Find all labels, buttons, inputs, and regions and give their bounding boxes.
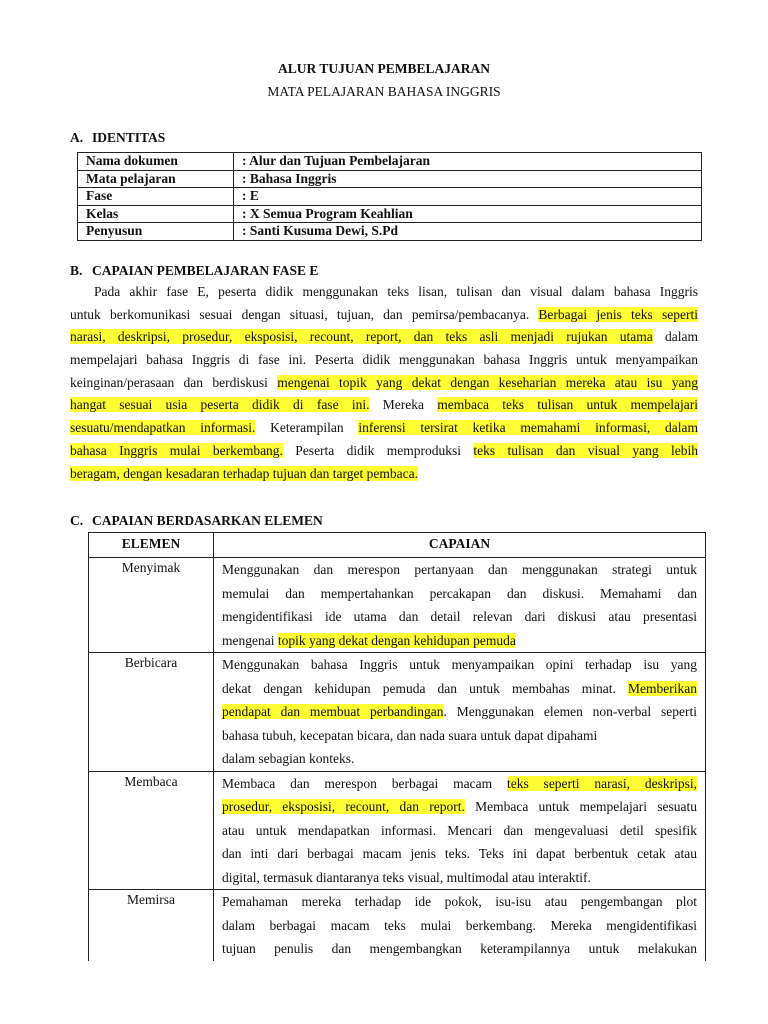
highlighted-text: prosedur, eksposisi, recount, dan report.	[222, 799, 465, 814]
description-line	[222, 842, 697, 866]
description-text: dan inti dari berbagai macam jenis teks. Teks ini dapat berbentuk cetak atau	[222, 846, 697, 861]
description-text: dalam sebagian konteks.	[222, 751, 355, 766]
document-subtitle: MATA PELAJARAN BAHASA INGGRIS	[267, 84, 501, 99]
section-a-title: IDENTITAS	[92, 130, 166, 145]
identitas-table	[77, 152, 702, 241]
paragraph-line	[70, 394, 698, 417]
description-line	[222, 605, 697, 629]
description-text: digital, termasuk diantaranya teks visual, multimodal atau interaktif.	[222, 869, 591, 885]
paragraph-text: Keterampilan	[255, 420, 359, 436]
column-header-elemen: ELEMEN	[89, 533, 214, 558]
highlighted-text: mengenai topik yang dekat dengan keseharian mereka atau isu yang	[277, 374, 698, 390]
table-row	[89, 653, 706, 772]
description-text: Menggunakan bahasa Inggris untuk menyampaikan opini terhadap isu yang	[222, 657, 697, 672]
paragraph-line	[70, 349, 698, 372]
elemen-name: Berbicara	[89, 653, 214, 772]
description-text: Membaca dan merespon berbagai macam	[222, 775, 507, 791]
highlighted-text: membaca teks tulisan untuk mempelajari	[437, 397, 699, 413]
section-a-number: A.	[70, 130, 84, 145]
highlighted-text: topik yang dekat dengan kehidupan pemuda	[277, 632, 516, 648]
table-row	[78, 188, 702, 206]
description-line	[222, 819, 697, 843]
document-title: ALUR TUJUAN PEMBELAJARAN	[277, 61, 490, 76]
section-c-number: C.	[70, 513, 84, 528]
capaian-description	[214, 558, 706, 653]
description-text: dalam berbagai macam teks mulai berkembang. Mereka mengidentifikasi	[222, 917, 697, 933]
highlighted-text: inferensi tersirat ketika memahami informasi, dalam	[358, 420, 699, 436]
section-b-title: CAPAIAN PEMBELAJARAN FASE E	[92, 263, 319, 278]
paragraph-line	[70, 440, 698, 463]
table-row	[78, 205, 702, 223]
elemen-name: Menyimak	[89, 558, 214, 653]
paragraph-line	[70, 304, 698, 327]
section-b-number: B.	[70, 263, 83, 278]
highlighted-text: narasi, deskripsi, prosedur, eksposisi, recount, report, dan teks asli menjadi rujukan utama	[70, 329, 653, 345]
capaian-paragraph	[70, 281, 698, 485]
paragraph-line	[70, 417, 698, 440]
elemen-name: Memirsa	[89, 890, 214, 961]
table-row	[78, 170, 702, 188]
paragraph-text: Mereka	[369, 397, 438, 413]
highlighted-text: Berbagai jenis teks seperti	[538, 306, 698, 322]
description-text: atau untuk mendapatkan informasi. Mencari dan mengevaluasi detil spesifik	[222, 822, 697, 838]
paragraph-text: Pada akhir fase E, peserta didik menggunakan teks lisan, tulisan dan visual dalam bahasa Inggris	[94, 284, 698, 299]
description-line	[222, 890, 697, 914]
paragraph-text: mempelajari bahasa Inggris di fase ini. Peserta didik menggunakan bahasa Inggris untuk menyampaikan	[70, 352, 698, 368]
description-line	[222, 795, 697, 819]
description-text: dekat dengan kehidupan pemuda dan untuk membahas minat.	[222, 680, 629, 696]
paragraph-line	[70, 326, 698, 349]
description-line	[222, 866, 697, 890]
description-text: bahasa tubuh, kecepatan bicara, dan nada suara untuk dapat dipahami	[222, 727, 598, 743]
capaian-description	[214, 653, 706, 772]
elemen-table	[88, 532, 706, 961]
paragraph-line	[70, 281, 698, 304]
table-header-row	[89, 533, 706, 558]
table-row	[89, 558, 706, 653]
highlighted-text: pendapat dan membuat perbandingan	[222, 704, 444, 719]
paragraph-text: Peserta didik memproduksi	[282, 442, 474, 458]
description-line	[222, 582, 697, 606]
description-line	[222, 677, 697, 701]
description-line	[222, 937, 697, 961]
description-line	[222, 772, 697, 796]
elemen-name: Membaca	[89, 771, 214, 890]
identitas-value: : Santi Kusuma Dewi, S.Pd	[234, 223, 702, 241]
description-text: Membaca untuk mempelajari sesuatu	[464, 799, 697, 814]
description-text: Menggunakan dan merespon pertanyaan dan menggunakan strategi untuk	[222, 562, 697, 577]
highlighted-text: teks tulisan dan visual yang lebih	[473, 442, 698, 458]
description-text: memulai dan mempertahankan percakapan dan diskusi. Memahami dan	[222, 585, 697, 601]
identitas-value: : E	[234, 188, 702, 206]
capaian-description	[214, 890, 706, 961]
identitas-key: Nama dokumen	[78, 153, 234, 171]
description-text: . Menggunakan elemen non-verbal seperti	[443, 704, 697, 719]
table-row	[89, 771, 706, 890]
description-line	[222, 629, 697, 653]
highlighted-text: sesuatu/mendapatkan informasi.	[70, 420, 256, 436]
identitas-value: : Alur dan Tujuan Pembelajaran	[234, 153, 702, 171]
description-text: tujuan penulis dan mengembangkan keterampilannya untuk melakukan	[222, 941, 697, 956]
description-line	[222, 700, 697, 724]
description-text: mengidentifikasi ide utama dan detail relevan dari diskusi atau presentasi	[222, 609, 697, 624]
table-row	[78, 153, 702, 171]
section-c-title: CAPAIAN BERDASARKAN ELEMEN	[92, 513, 323, 528]
paragraph-line	[70, 463, 698, 486]
highlighted-text: bahasa Inggris mulai berkembang.	[70, 442, 283, 458]
identitas-key: Mata pelajaran	[78, 170, 234, 188]
highlighted-text: Memberikan	[628, 680, 697, 696]
highlighted-text: teks seperti narasi, deskripsi,	[506, 775, 697, 791]
description-line	[222, 558, 697, 582]
paragraph-text: dalam	[652, 329, 698, 345]
paragraph-text: keinginan/perasaan dan berdiskusi	[70, 374, 278, 390]
identitas-key: Kelas	[78, 205, 234, 223]
description-line	[222, 914, 697, 938]
identitas-value: : X Semua Program Keahlian	[234, 205, 702, 223]
table-row	[89, 890, 706, 961]
description-line	[222, 724, 697, 748]
paragraph-text: untuk berkomunikasi sesuai dengan situasi, tujuan, dan pemirsa/pembacanya.	[70, 306, 539, 322]
section-c-heading	[70, 513, 323, 529]
column-header-capaian: CAPAIAN	[214, 533, 706, 558]
description-text: mengenai	[222, 632, 278, 648]
identitas-value: : Bahasa Inggris	[234, 170, 702, 188]
highlighted-text: beragam, dengan kesadaran terhadap tujuan dan target pembaca.	[70, 465, 418, 481]
description-line	[222, 653, 697, 677]
capaian-description	[214, 771, 706, 890]
description-text: Pemahaman mereka terhadap ide pokok, isu-isu atau pengembangan plot	[222, 894, 697, 909]
identitas-key: Fase	[78, 188, 234, 206]
description-line	[222, 747, 697, 771]
paragraph-line	[70, 372, 698, 395]
table-row	[78, 223, 702, 241]
highlighted-text: hangat sesuai usia peserta didik di fase ini.	[70, 397, 370, 413]
section-a-heading	[70, 130, 165, 146]
section-b-heading	[70, 263, 318, 279]
identitas-key: Penyusun	[78, 223, 234, 241]
